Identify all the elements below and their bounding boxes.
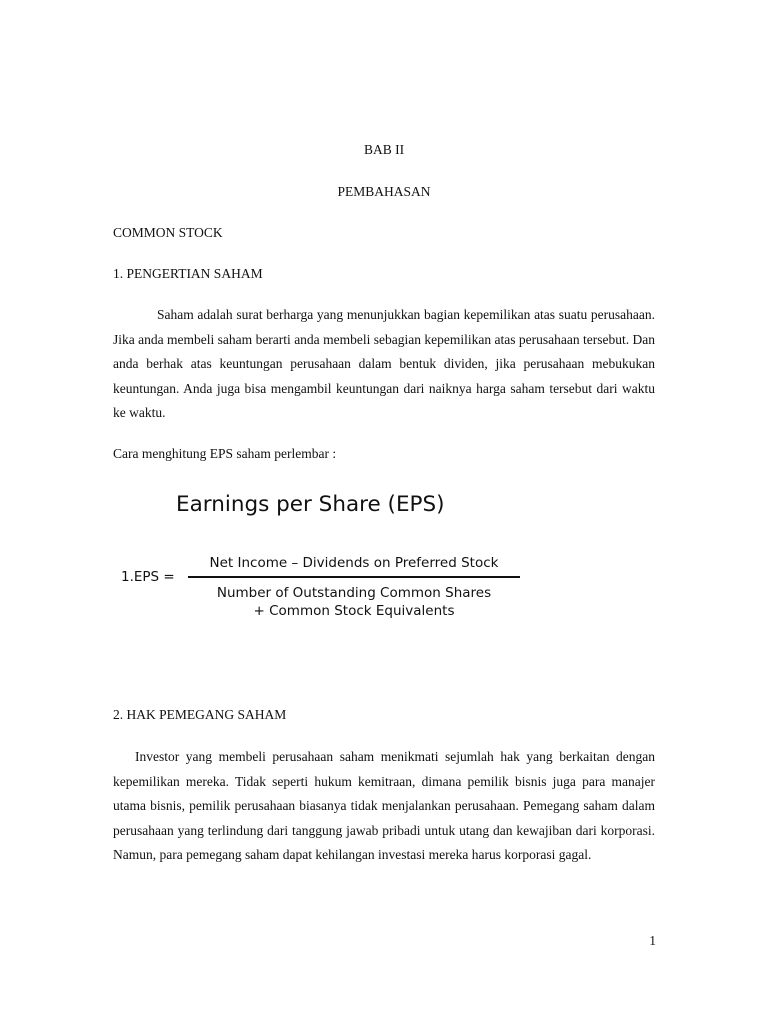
paragraph-pengertian-saham: Saham adalah surat berharga yang menunjukkan bagian kepemilikan atas suatu perusahaan. Jika anda membeli saham berarti anda membeli sebagian kepemilikan atas perusahaan tersebut. Dan anda berhak atas keuntungan perusahaan dalam bentuk dividen, jika perusahaan mebukukan keuntungan. Anda juga bisa mengambil keuntungan dari naiknya harga saham tersebut dari waktu ke waktu.: [113, 307, 655, 420]
eps-formula: [118, 488, 538, 628]
eps-formula-numerator: Net Income – Dividends on Preferred Stock: [209, 555, 499, 571]
chapter-heading: BAB II: [363, 142, 405, 157]
eps-formula-label: 1.EPS =: [121, 569, 175, 585]
fraction-bar: [188, 576, 520, 578]
eps-denominator-line-2: + Common Stock Equivalents: [253, 603, 455, 619]
paragraph-hak-pemegang-saham: Investor yang membeli perusahaan saham menikmati sejumlah hak yang berkaitan dengan kepemilikan mereka. Tidak seperti hukum kemitraan, dimana pemilik bisnis juga para manajer utama bisnis, pemilik perusahaan biasanya tidak menjalankan perusahaan. Pemegang saham dalam perusahaan yang terlindung dari tanggung jawab pribadi untuk utang dan kewajiban dari korporasi. Namun, para pemegang saham dapat kehilangan investasi mereka harus korporasi gagal.: [113, 749, 655, 862]
eps-denominator-line-1: Number of Outstanding Common Shares: [216, 585, 492, 601]
eps-intro-text: Cara menghitung EPS saham perlembar :: [113, 446, 337, 461]
section-title: COMMON STOCK: [113, 225, 223, 240]
subsection-heading-hak: 2. HAK PEMEGANG SAHAM: [113, 707, 287, 722]
eps-formula-title: Earnings per Share (EPS): [176, 492, 445, 517]
subsection-heading-pengertian: 1. PENGERTIAN SAHAM: [113, 266, 263, 281]
chapter-title: PEMBAHASAN: [337, 184, 431, 199]
eps-formula-denominator: [186, 584, 522, 620]
page-number: 1: [649, 933, 656, 948]
